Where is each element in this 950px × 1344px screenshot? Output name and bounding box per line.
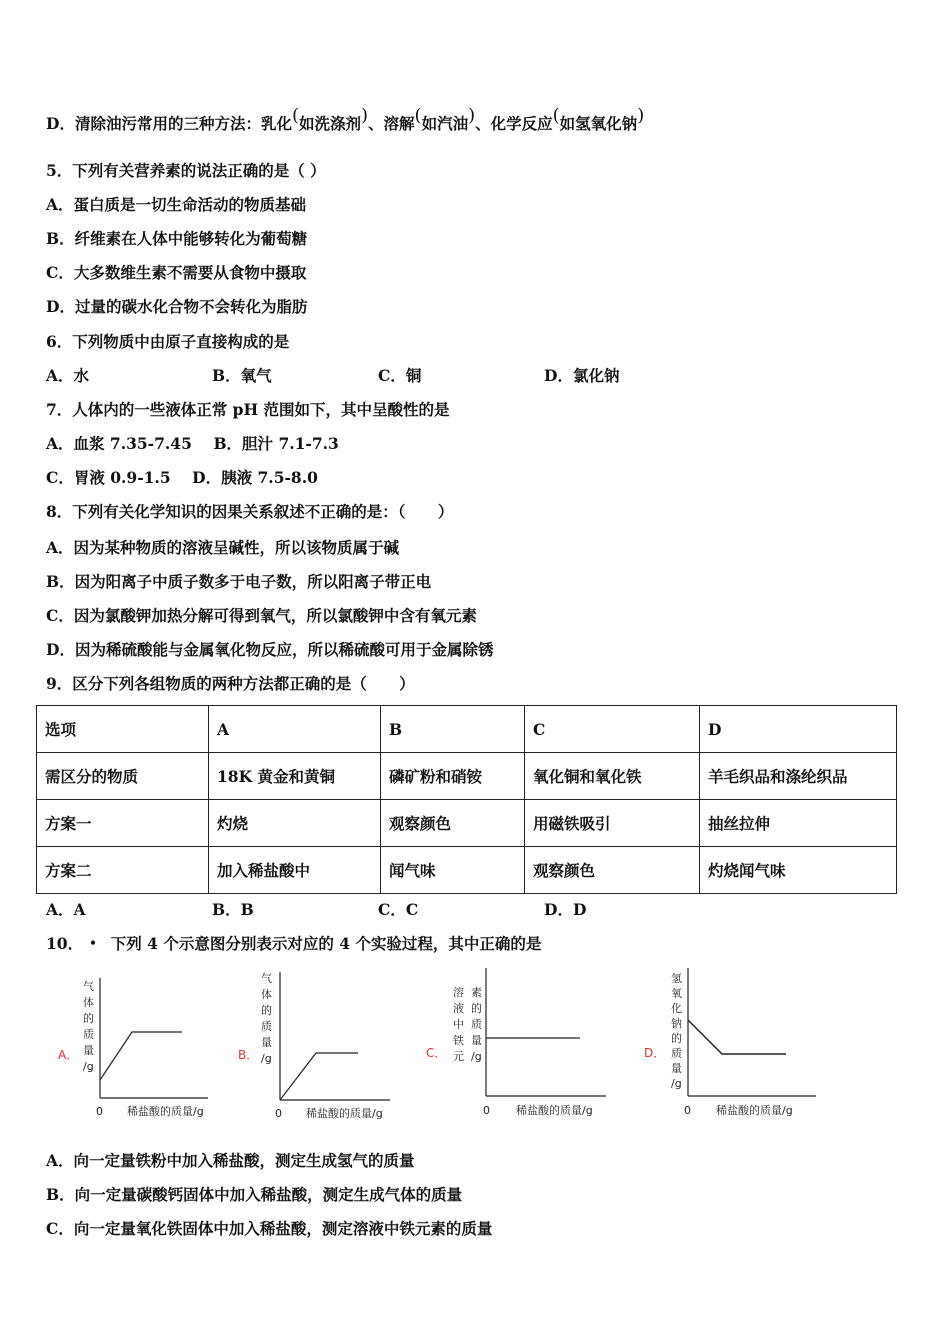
q9-option-a: A．A bbox=[46, 900, 86, 919]
graph-a-ylabel-2: 体 bbox=[83, 996, 94, 1009]
table-row bbox=[37, 706, 897, 753]
table-cell: 观察颜色 bbox=[381, 800, 525, 847]
table-cell: 磷矿粉和硝铵 bbox=[381, 753, 525, 800]
graph-d-ylabel-8: /g bbox=[671, 1077, 682, 1090]
q4d-mid-1: 、溶解 bbox=[368, 114, 415, 133]
table-cell: C bbox=[525, 706, 700, 753]
graph-b-origin: 0 bbox=[275, 1107, 282, 1120]
q10-stem: 下列 4 个示意图分别表示对应的 4 个实验过程，其中正确的是 bbox=[110, 934, 542, 953]
graph-d-ylabel-6: 质 bbox=[671, 1047, 682, 1060]
q10-graph-b bbox=[230, 960, 400, 1125]
graph-c-ylabel-left-1: 溶 bbox=[453, 986, 464, 999]
q7-stem: 7．人体内的一些液体正常 pH 范围如下，其中呈酸性的是 bbox=[46, 400, 450, 419]
graph-b-label: B． bbox=[238, 1048, 259, 1062]
q4d-paren-1: 如洗涤剂 bbox=[298, 114, 361, 133]
table-cell: 选项 bbox=[37, 706, 209, 753]
q8-option-b: B．因为阳离子中质子数多于电子数，所以阳离子带正电 bbox=[46, 572, 432, 591]
graph-b-ylabel-3: 的 bbox=[261, 1004, 272, 1017]
graph-a-label: A． bbox=[58, 1048, 79, 1062]
graph-d-label: D． bbox=[644, 1046, 666, 1060]
q9-stem: 9．区分下列各组物质的两种方法都正确的是（ ） bbox=[46, 674, 415, 693]
q8-option-d: D．因为稀硫酸能与金属氧化物反应，所以稀硫酸可用于金属除锈 bbox=[46, 640, 494, 659]
table-cell: 方案二 bbox=[37, 847, 209, 894]
bullet-icon: • bbox=[89, 936, 97, 950]
q10-graph-c bbox=[420, 960, 620, 1125]
q8-option-a: A．因为某种物质的溶液呈碱性，所以该物质属于碱 bbox=[46, 538, 400, 557]
q9-option-d: D．D bbox=[544, 900, 587, 919]
q4d-text: D．清除油污常用的三种方法：乳化 bbox=[46, 114, 292, 133]
graph-c-ylabel-right-4: 量 bbox=[471, 1034, 482, 1047]
graph-d-ylabel-1: 氢 bbox=[671, 972, 682, 985]
graph-a-ylabel-5: 量 bbox=[83, 1044, 94, 1057]
graph-c-origin: 0 bbox=[483, 1104, 490, 1117]
q5-option-d: D．过量的碳水化合物不会转化为脂肪 bbox=[46, 297, 308, 316]
graph-a-curve bbox=[100, 1032, 182, 1080]
graph-c-ylabel-right-5: /g bbox=[471, 1050, 482, 1063]
q6-option-a: A．水 bbox=[46, 366, 90, 385]
graph-b-curve bbox=[280, 1053, 358, 1100]
q8-stem: 8．下列有关化学知识的因果关系叙述不正确的是：（ ） bbox=[46, 502, 454, 521]
graph-c-ylabel-left-2: 液 bbox=[453, 1002, 464, 1015]
table-cell: 羊毛织品和涤纶织品 bbox=[700, 753, 897, 800]
table-cell: 观察颜色 bbox=[525, 847, 700, 894]
table-row bbox=[37, 847, 897, 894]
graph-b-ylabel-2: 体 bbox=[261, 988, 272, 1001]
q9-options bbox=[46, 900, 710, 920]
q10-stem-line bbox=[46, 934, 541, 955]
table-cell: 闻气味 bbox=[381, 847, 525, 894]
graph-a-ylabel-6: /g bbox=[83, 1060, 94, 1073]
q4-option-d: D．清除油污常用的三种方法：乳化(如洗涤剂)、溶解(如汽油)、化学反应(如氢氧化钠) bbox=[46, 105, 645, 133]
graph-b-xlabel: 稀盐酸的质量/g bbox=[306, 1107, 383, 1120]
q6-options bbox=[46, 366, 710, 386]
q7-options-row1: A．血浆 7.35-7.45 B．胆汁 7.1-7.3 bbox=[46, 434, 339, 453]
q10-number: 10． bbox=[46, 934, 84, 953]
q4d-paren-2: 如汽油 bbox=[421, 114, 469, 133]
q6-option-c: C．铜 bbox=[378, 366, 422, 385]
table-cell: 需区分的物质 bbox=[37, 753, 209, 800]
q5-option-b: B．纤维素在人体中能够转化为葡萄糖 bbox=[46, 229, 308, 248]
q6-stem: 6．下列物质中由原子直接构成的是 bbox=[46, 332, 290, 351]
q10-graph-d bbox=[638, 960, 833, 1125]
q10-option-b: B．向一定量碳酸钙固体中加入稀盐酸，测定生成气体的质量 bbox=[46, 1185, 463, 1204]
graph-c-ylabel-left-3: 中 bbox=[453, 1018, 464, 1031]
table-cell: 加入稀盐酸中 bbox=[209, 847, 381, 894]
graph-b-ylabel-6: /g bbox=[261, 1052, 272, 1065]
table-row bbox=[37, 753, 897, 800]
table-row bbox=[37, 800, 897, 847]
graph-d-curve bbox=[688, 1020, 786, 1054]
table-cell: 方案一 bbox=[37, 800, 209, 847]
graph-c-label: C． bbox=[426, 1046, 447, 1060]
table-cell: 18K 黄金和黄铜 bbox=[209, 753, 381, 800]
graph-c-ylabel-right-2: 的 bbox=[471, 1002, 482, 1015]
graph-c-xlabel: 稀盐酸的质量/g bbox=[516, 1104, 593, 1117]
graph-d-ylabel-5: 的 bbox=[671, 1032, 682, 1045]
q8-option-c: C．因为氯酸钾加热分解可得到氧气，所以氯酸钾中含有氧元素 bbox=[46, 606, 477, 625]
q9-table bbox=[36, 705, 897, 894]
graph-d-xlabel: 稀盐酸的质量/g bbox=[716, 1104, 793, 1117]
q10-option-c: C．向一定量氧化铁固体中加入稀盐酸，测定溶液中铁元素的质量 bbox=[46, 1219, 493, 1238]
graph-c-ylabel-left-5: 元 bbox=[453, 1050, 464, 1063]
table-cell: A bbox=[209, 706, 381, 753]
q6-option-b: B．氧气 bbox=[212, 366, 272, 385]
graph-c-ylabel-left-4: 铁 bbox=[453, 1034, 464, 1047]
table-cell: 抽丝拉伸 bbox=[700, 800, 897, 847]
q7-options-row2: C．胃液 0.9-1.5 D．胰液 7.5-8.0 bbox=[46, 468, 318, 487]
q5-option-c: C．大多数维生素不需要从食物中摄取 bbox=[46, 263, 307, 282]
q4d-mid-2: 、化学反应 bbox=[475, 114, 553, 133]
q9-option-b: B．B bbox=[212, 900, 254, 919]
table-cell: 氧化铜和氧化铁 bbox=[525, 753, 700, 800]
q9-option-c: C．C bbox=[378, 900, 419, 919]
graph-d-ylabel-3: 化 bbox=[671, 1002, 682, 1015]
graph-a-ylabel-4: 质 bbox=[83, 1028, 94, 1041]
table-cell: 用磁铁吸引 bbox=[525, 800, 700, 847]
graph-c-ylabel-right-1: 素 bbox=[471, 986, 482, 999]
q5-stem: 5．下列有关营养素的说法正确的是（ ） bbox=[46, 161, 326, 180]
q4d-paren-3: 如氢氧化钠 bbox=[559, 114, 638, 133]
q10-graph-a bbox=[50, 960, 220, 1125]
q5-option-a: A．蛋白质是一切生命活动的物质基础 bbox=[46, 195, 307, 214]
table-cell: 灼烧 bbox=[209, 800, 381, 847]
table-cell: B bbox=[381, 706, 525, 753]
graph-d-ylabel-7: 量 bbox=[671, 1062, 682, 1075]
graph-b-ylabel-5: 量 bbox=[261, 1036, 272, 1049]
graph-d-ylabel-2: 氧 bbox=[671, 987, 682, 1000]
q6-option-d: D．氯化钠 bbox=[544, 366, 620, 385]
graph-a-ylabel-3: 的 bbox=[83, 1012, 94, 1025]
table-cell: 灼烧闻气味 bbox=[700, 847, 897, 894]
graph-c-ylabel-right-3: 质 bbox=[471, 1018, 482, 1031]
graph-b-ylabel-1: 气 bbox=[261, 972, 272, 985]
graph-a-xlabel: 稀盐酸的质量/g bbox=[127, 1105, 204, 1118]
graph-a-origin: 0 bbox=[96, 1105, 103, 1118]
q10-option-a: A．向一定量铁粉中加入稀盐酸，测定生成氢气的质量 bbox=[46, 1151, 415, 1170]
graph-d-origin: 0 bbox=[684, 1104, 691, 1117]
table-cell: D bbox=[700, 706, 897, 753]
graph-a-ylabel-1: 气 bbox=[83, 980, 94, 993]
graph-b-ylabel-4: 质 bbox=[261, 1020, 272, 1033]
graph-d-ylabel-4: 钠 bbox=[671, 1017, 682, 1030]
